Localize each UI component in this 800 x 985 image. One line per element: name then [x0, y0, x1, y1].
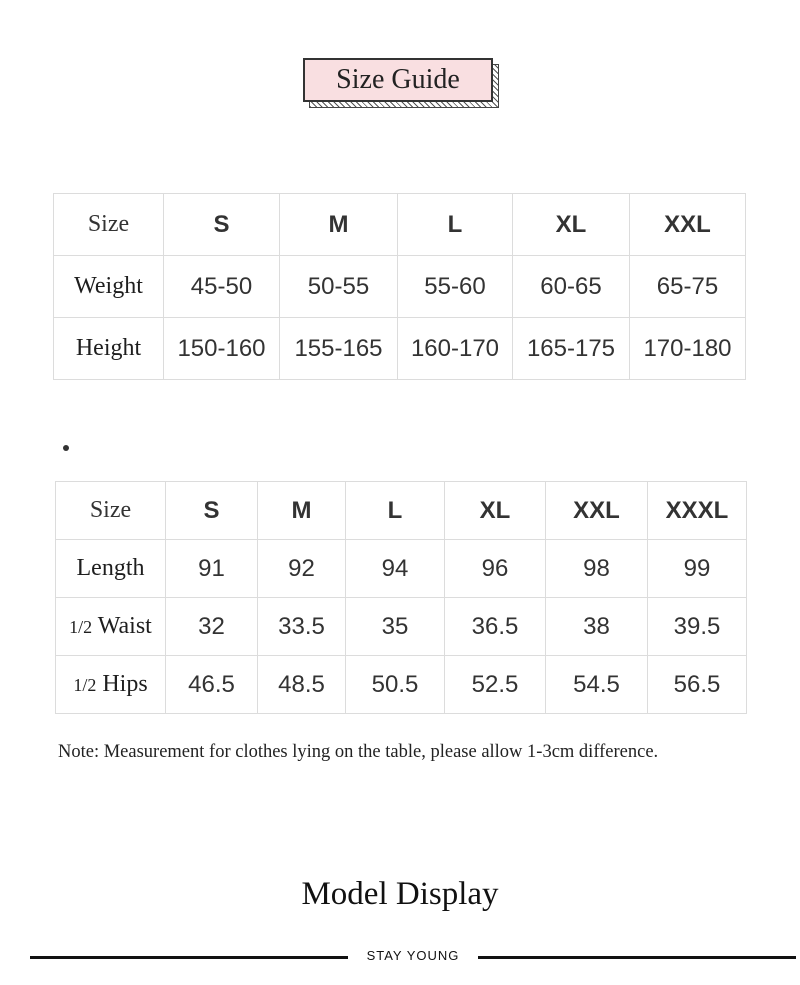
table-header-row — [56, 482, 747, 540]
size-guide-badge — [303, 58, 499, 108]
table-cell: 46.5 — [166, 656, 258, 714]
model-display-heading: Model Display — [301, 876, 499, 912]
row-label — [56, 598, 166, 656]
table-cell: 98 — [546, 540, 648, 598]
table-cell: 160-170 — [398, 318, 513, 380]
table-cell: 155-165 — [280, 318, 398, 380]
table-cell: 50.5 — [346, 656, 445, 714]
table-cell: 165-175 — [513, 318, 630, 380]
table-cell: 38 — [546, 598, 648, 656]
table-cell: 36.5 — [445, 598, 546, 656]
header-cell: XXL — [546, 482, 648, 540]
table-row — [56, 540, 747, 598]
table-cell: 99 — [648, 540, 747, 598]
table-cell: 32 — [166, 598, 258, 656]
size-measurement-table — [55, 481, 747, 714]
row-label: Height — [54, 318, 164, 380]
table-cell: 96 — [445, 540, 546, 598]
table-cell: 65-75 — [630, 256, 746, 318]
header-cell: Size — [56, 482, 166, 540]
header-cell: L — [398, 194, 513, 256]
header-cell: XXL — [630, 194, 746, 256]
row-label-text: Waist — [97, 613, 152, 639]
table-cell: 60-65 — [513, 256, 630, 318]
half-prefix: 1/2 — [69, 617, 93, 637]
size-weight-height-table — [53, 193, 746, 380]
table-cell: 55-60 — [398, 256, 513, 318]
row-label-text: Hips — [102, 671, 148, 697]
table-cell: 35 — [346, 598, 445, 656]
header-cell: L — [346, 482, 445, 540]
header-cell: S — [166, 482, 258, 540]
table-cell: 45-50 — [164, 256, 280, 318]
row-label: Length — [56, 540, 166, 598]
divider-left — [30, 956, 348, 959]
table-row — [54, 318, 746, 380]
table-row — [54, 256, 746, 318]
table-cell: 170-180 — [630, 318, 746, 380]
header-cell: S — [164, 194, 280, 256]
table-cell: 56.5 — [648, 656, 747, 714]
header-cell: XL — [513, 194, 630, 256]
page-title: Size Guide — [303, 58, 493, 102]
table-row — [56, 598, 747, 656]
divider-right — [478, 956, 796, 959]
table-cell: 94 — [346, 540, 445, 598]
row-label — [56, 656, 166, 714]
table-row — [56, 656, 747, 714]
measurement-note: Note: Measurement for clothes lying on the table, please allow 1-3cm difference. — [58, 742, 659, 762]
header-cell: Size — [54, 194, 164, 256]
row-label: Weight — [54, 256, 164, 318]
table-cell: 92 — [258, 540, 346, 598]
bullet-dot — [63, 445, 69, 451]
table-cell: 39.5 — [648, 598, 747, 656]
header-cell: XL — [445, 482, 546, 540]
half-prefix: 1/2 — [73, 675, 97, 695]
table-header-row — [54, 194, 746, 256]
table-cell: 50-55 — [280, 256, 398, 318]
stay-young-label: STAY YOUNG — [366, 948, 460, 963]
table-cell: 52.5 — [445, 656, 546, 714]
table-cell: 54.5 — [546, 656, 648, 714]
table-cell: 91 — [166, 540, 258, 598]
header-cell: XXXL — [648, 482, 747, 540]
table-cell: 33.5 — [258, 598, 346, 656]
table-cell: 48.5 — [258, 656, 346, 714]
header-cell: M — [280, 194, 398, 256]
header-cell: M — [258, 482, 346, 540]
table-cell: 150-160 — [164, 318, 280, 380]
